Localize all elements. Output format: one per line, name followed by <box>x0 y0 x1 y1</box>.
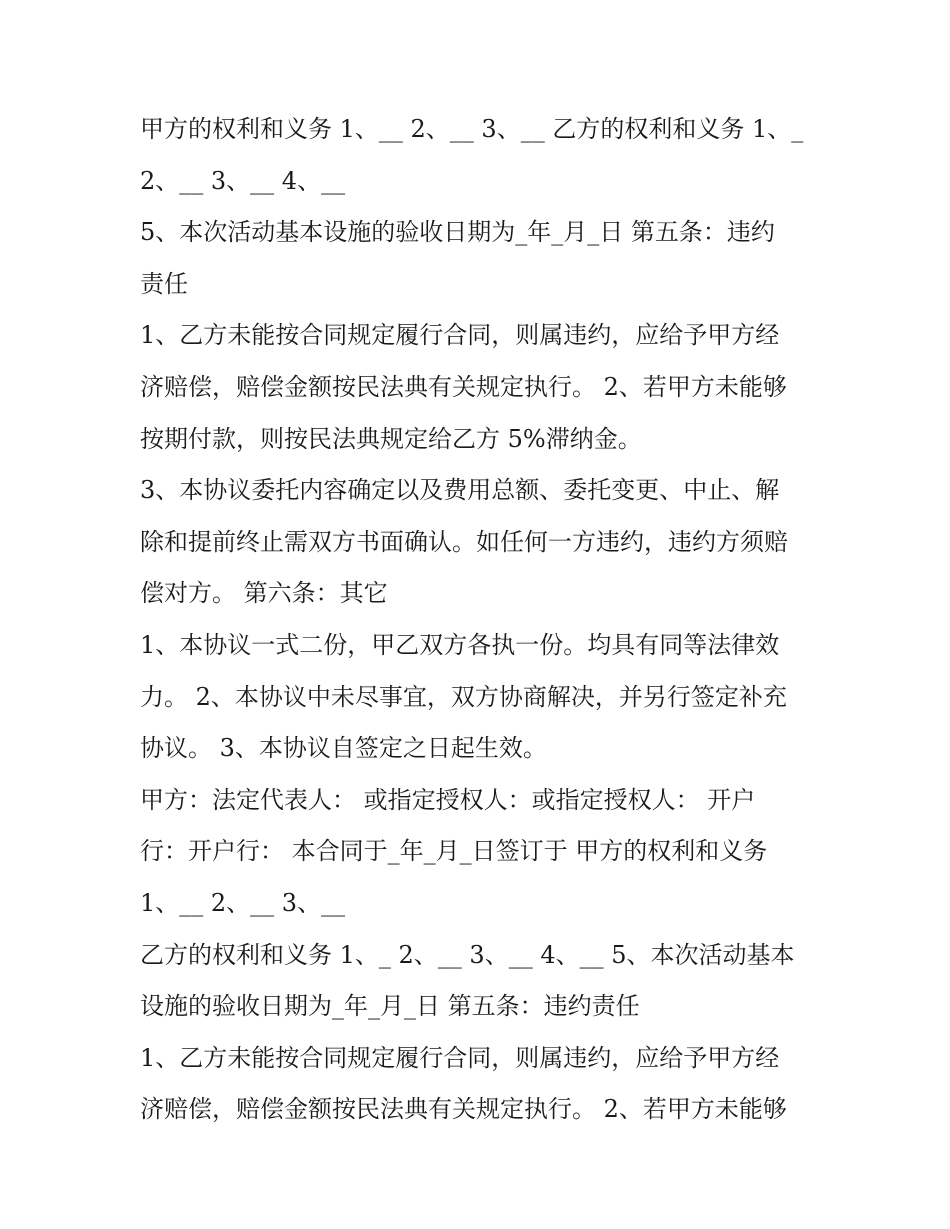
text-line: 1、乙方未能按合同规定履行合同，则属违约，应给予甲方经 <box>140 321 780 350</box>
text-line: 行：开户行： 本合同于_年_月_日签订于 甲方的权利和义务 <box>140 837 768 866</box>
text-line: 甲方的权利和义务 1、__ 2、__ 3、__ 乙方的权利和义务 1、_ <box>140 115 804 143</box>
text-line: 1、本协议一式二份，甲乙双方各执一份。均具有同等法律效 <box>140 630 780 659</box>
text-line: 甲方：法定代表人： 或指定授权人：或指定授权人： 开户 <box>140 785 756 814</box>
text-line: 除和提前终止需双方书面确认。如任何一方违约，违约方须赔 <box>140 527 788 556</box>
text-line: 5、本次活动基本设施的验收日期为_年_月_日 第五条：违约 <box>140 218 775 247</box>
text-line: 按期付款，则按民法典规定给乙方 5%滞纳金。 <box>140 424 642 453</box>
text-line: 乙方的权利和义务 1、_ 2、__ 3、__ 4、__ 5、本次活动基本 <box>140 940 795 969</box>
text-line: 协议。 3、本协议自签定之日起生效。 <box>140 734 547 763</box>
text-line: 3、本协议委托内容确定以及费用总额、委托变更、中止、解 <box>140 476 780 505</box>
text-line: 力。 2、本协议中未尽事宜，双方协商解决，并另行签定补充 <box>140 682 787 711</box>
text-line: 济赔偿，赔偿金额按民法典有关规定执行。 2、若甲方未能够 <box>140 372 787 401</box>
text-line: 偿对方。 第六条：其它 <box>140 579 388 608</box>
text-line: 责任 <box>140 269 188 298</box>
text-line: 1、乙方未能按合同规定履行合同，则属违约，应给予甲方经 <box>140 1043 780 1072</box>
text-line: 2、__ 3、__ 4、__ <box>140 166 346 195</box>
text-line: 济赔偿，赔偿金额按民法典有关规定执行。 2、若甲方未能够 <box>140 1095 787 1124</box>
text-line: 设施的验收日期为_年_月_日 第五条：违约责任 <box>140 992 640 1021</box>
contract-text <box>140 104 830 1136</box>
text-line: 1、__ 2、__ 3、__ <box>140 888 346 917</box>
